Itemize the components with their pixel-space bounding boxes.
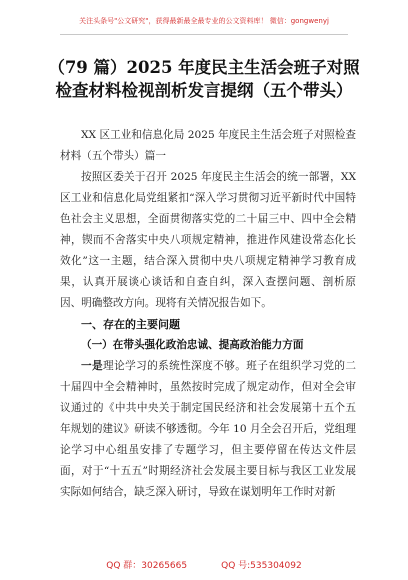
document-title <box>28 56 380 102</box>
paragraph-text: 理论学习的系统性深度不够。班子在组织学习党的二十届四中全会精神时，虽然按时完成了规定动作，但对全会审议通过的《中共中央关于制定国民经济和社会发展第十五个五年规划的建议》研读不够透彻。今年 10 月全会召开后，党组理论学习中心组虽安排了专题学习，但主要停留在传达文件层面，对于“十五五”时期经济社会发展主要目标与我区工业发展实际如何结合，缺乏深入研讨，导致在谋划明年工作时对新 <box>60 360 357 498</box>
title-line-2: 检查材料检视剖析发言提纲（五个带头） <box>55 81 353 100</box>
subsection-heading-1: （一）在带头强化政治忠诚、提高政治能力方面 <box>81 339 304 351</box>
body-paragraph-1: 按照区委关于召开 2025 年度民主生活会的统一部署，XX 区工业和信息化局党组紧扣“深入学习贯彻习近平新时代中国特色社会主义思想，全面贯彻落实党的二十届三中、四中全会精神，锲而不舍落实中央八项规定精神，推进作风建设常态化长效化”这一主题，结合深入贯彻中央八项规定精神学习教育成果，认真开展谈心谈话和自查自纠，深入查摆问题、剖析原因、明确整改方向。现将有关情况报告如下。 <box>60 171 356 309</box>
section-heading-1: 一、存在的主要问题 <box>81 318 180 331</box>
title-line-1: （79 篇）2025 年度民主生活会班子对照 <box>48 58 360 77</box>
footer-contact <box>0 558 408 571</box>
document-body <box>60 125 356 503</box>
header-divider <box>60 34 348 35</box>
header-note: 关注头条号"公文研究"，获得最新最全最专业的公文资料库！ 微信：gongwenyj <box>79 17 329 25</box>
body-paragraph-2 <box>60 356 356 503</box>
paragraph-lead: 一是 <box>81 360 104 372</box>
intro-paragraph: XX 区工业和信息化局 2025 年度民主生活会班子对照检查材料（五个带头）篇一 <box>60 129 356 162</box>
footer-qq-number: QQ 号:535304092 <box>221 561 302 571</box>
footer-qq-group: QQ 群：30265665 <box>106 561 188 571</box>
